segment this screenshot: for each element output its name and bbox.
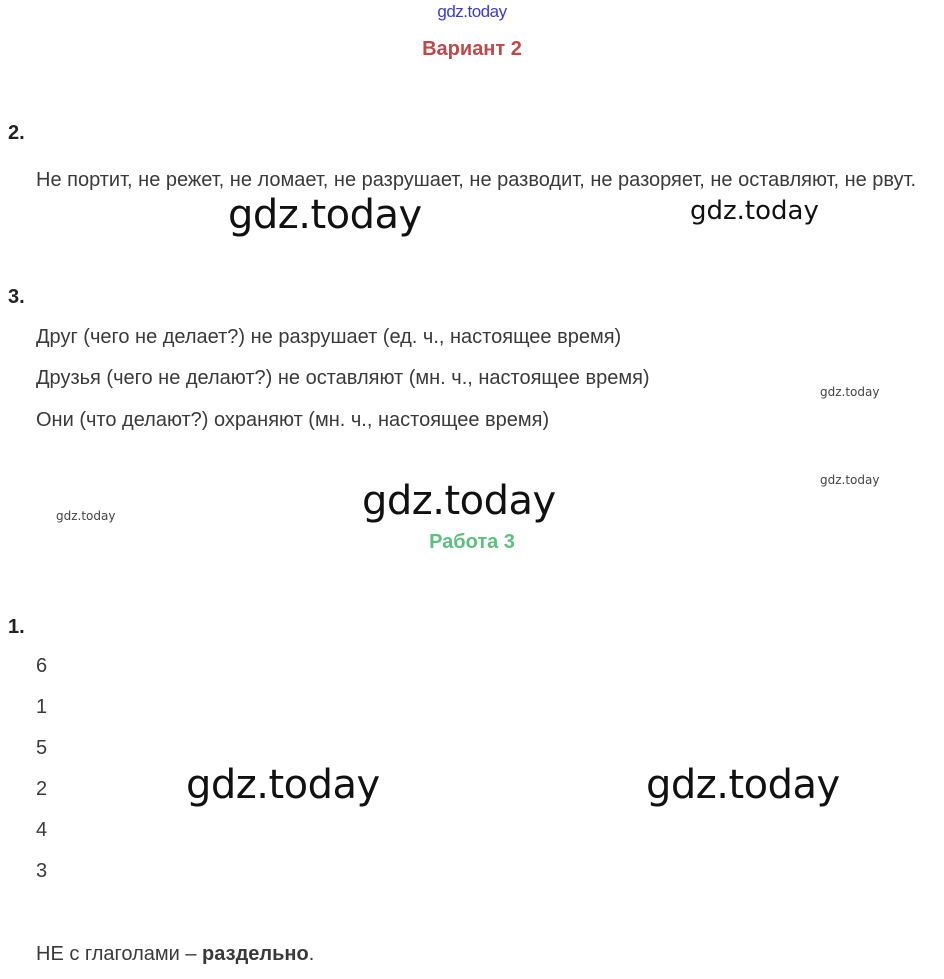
task-1-item: 6 bbox=[36, 655, 48, 677]
watermark-small-1: gdz.today bbox=[820, 385, 880, 399]
task-1-item: 1 bbox=[36, 696, 48, 718]
watermark-big-center: gdz.today bbox=[362, 478, 556, 524]
rule-suffix: . bbox=[308, 943, 315, 965]
task-3-line-2: Друзья (чего не делают?) не оставляют (мн. ч., настоящее время) bbox=[36, 367, 650, 389]
watermark-small-3: gdz.today bbox=[56, 509, 116, 523]
task-1-number: 1. bbox=[8, 616, 25, 638]
variant-title: Вариант 2 bbox=[422, 38, 522, 60]
watermark-mid-1: gdz.today bbox=[690, 196, 819, 226]
task-2-text-content: Не портит, не режет, не ломает, не разрушает, не разводит, не разоряет, не оставляют, не рвут. bbox=[36, 169, 917, 191]
task-1-item: 5 bbox=[36, 737, 48, 759]
task-2-number: 2. bbox=[8, 122, 25, 144]
rule-bold-word: раздельно bbox=[202, 943, 309, 965]
task-1-item: 4 bbox=[36, 819, 48, 841]
task-1-item: 2 bbox=[36, 778, 48, 800]
watermark-big-1: gdz.today bbox=[228, 192, 422, 238]
rule-prefix: НЕ с глаголами – bbox=[36, 943, 203, 965]
task-1-item: 3 bbox=[36, 860, 48, 882]
task-3-line-1: Друг (чего не делает?) не разрушает (ед. ч., настоящее время) bbox=[36, 326, 622, 348]
watermark-small-2: gdz.today bbox=[820, 473, 880, 487]
watermark-big-right: gdz.today bbox=[646, 762, 840, 808]
rule-line bbox=[36, 943, 314, 966]
task-3-number: 3. bbox=[8, 286, 25, 308]
task-2-text bbox=[6, 160, 936, 201]
watermark-big-left: gdz.today bbox=[186, 762, 380, 808]
work-title: Работа 3 bbox=[429, 531, 515, 553]
watermark-top: gdz.today bbox=[437, 2, 507, 21]
task-3-line-3: Они (что делают?) охраняют (мн. ч., настоящее время) bbox=[36, 409, 550, 431]
